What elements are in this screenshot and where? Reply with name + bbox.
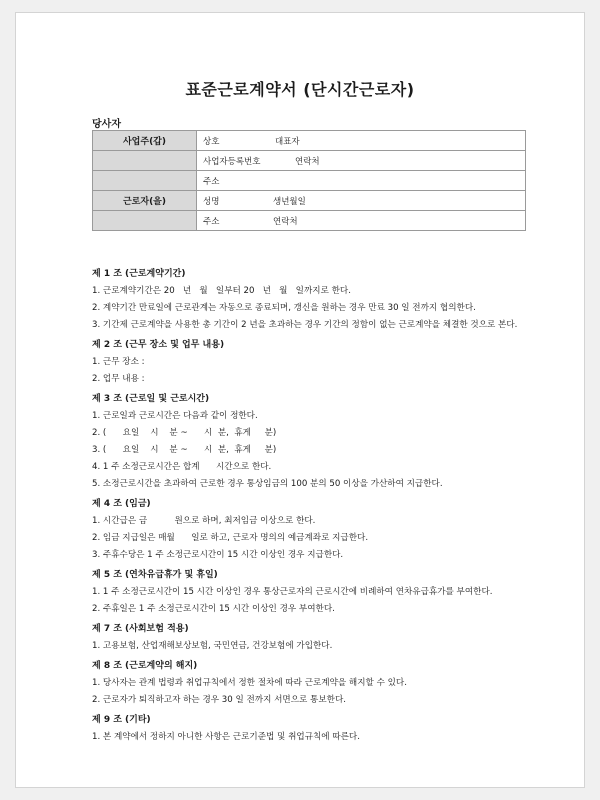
clause-item: 1. 근로일과 근로시간은 다음과 같이 정한다. (92, 411, 258, 421)
clause-title: 제 1 조 (근로계약기간) (92, 269, 186, 279)
field-label-business-number: 사업자등록번호 (203, 156, 261, 167)
table-cell-empty (93, 151, 197, 171)
clause-title: 제 4 조 (임금) (92, 499, 151, 509)
clause-item: 3. ( 요일 시 분 ~ 시 분, 휴게 분) (92, 445, 277, 455)
clause-item: 2. 업무 내용 : (92, 374, 145, 384)
table-row (93, 191, 526, 211)
clause-title: 제 5 조 (연차유급휴가 및 휴일) (92, 570, 218, 580)
clause-title: 제 7 조 (사회보험 적용) (92, 624, 189, 634)
document-title: 표준근로계약서 (단시간근로자) (185, 80, 415, 99)
clause-item: 1. 시간급은 금 원으로 하며, 최저임금 이상으로 한다. (92, 516, 316, 526)
table-row (93, 151, 526, 171)
clause-item: 2. 임금 지급일은 매월 일로 하고, 근로자 명의의 예금계좌로 지급한다. (92, 533, 369, 543)
field-label-address: 주소 (203, 176, 220, 187)
field-label-contact: 연락처 (273, 216, 298, 227)
clause-title: 제 3 조 (근로일 및 근로시간) (92, 394, 210, 404)
field-label-contact: 연락처 (295, 156, 320, 167)
clause-title: 제 9 조 (기타) (92, 715, 151, 725)
clause-8 (92, 658, 532, 709)
parties-heading: 당사자 (92, 119, 121, 130)
table-row (93, 211, 526, 231)
clause-item: 1. 본 계약에서 정하지 아니한 사항은 근로기준법 및 취업규칙에 따른다. (92, 732, 360, 742)
worker-role-cell: 근로자(을) (93, 191, 197, 211)
clause-item: 1. 근무 장소 : (92, 357, 145, 367)
clause-item: 2. 근로자가 퇴직하고자 하는 경우 30 일 전까지 서면으로 통보한다. (92, 695, 346, 705)
table-cell (197, 211, 526, 231)
clause-item: 3. 기간제 근로계약을 사용한 총 기간이 2 년을 초과하는 경우 기간의 정함이 없는 근로계약을 체결한 것으로 본다. (92, 320, 518, 330)
field-label-company: 상호 (203, 136, 220, 147)
table-cell-empty (93, 171, 197, 191)
document-page (15, 12, 585, 788)
clause-5 (92, 567, 532, 618)
clause-9 (92, 712, 532, 746)
parties-table (92, 130, 526, 231)
clause-item: 2. 주휴일은 1 주 소정근로시간이 15 시간 이상인 경우 부여한다. (92, 604, 335, 614)
table-cell (197, 191, 526, 211)
clause-2 (92, 337, 532, 388)
clause-item: 2. 계약기간 만료일에 근로관계는 자동으로 종료되며, 갱신을 원하는 경우 만료 30 일 전까지 협의한다. (92, 303, 476, 313)
clause-item: 1. 1 주 소정근로시간이 15 시간 이상인 경우 통상근로자의 근로시간에 비례하여 연차유급휴가를 부여한다. (92, 587, 493, 597)
clause-item: 2. ( 요일 시 분 ~ 시 분, 휴게 분) (92, 428, 277, 438)
clause-item: 1. 근로계약기간은 20 년 월 일부터 20 년 월 일까지로 한다. (92, 286, 351, 296)
clause-item: 1. 당사자는 관계 법령과 취업규칙에서 정한 절차에 따라 근로계약을 해지할 수 있다. (92, 678, 407, 688)
table-cell (197, 131, 526, 151)
field-label-representative: 대표자 (275, 136, 300, 147)
table-cell-empty (93, 211, 197, 231)
clause-4 (92, 496, 532, 564)
clause-item: 5. 소정근로시간을 초과하여 근로한 경우 통상임금의 100 분의 50 이상을 가산하여 지급한다. (92, 479, 443, 489)
field-label-address: 주소 (203, 216, 220, 227)
table-row (93, 131, 526, 151)
table-cell (197, 171, 526, 191)
table-row (93, 171, 526, 191)
clause-title: 제 2 조 (근무 장소 및 업무 내용) (92, 340, 225, 350)
clauses (92, 264, 532, 749)
field-label-birthdate: 생년월일 (273, 196, 306, 207)
employer-role-cell: 사업주(갑) (93, 131, 197, 151)
clause-3 (92, 391, 532, 493)
table-cell (197, 151, 526, 171)
clause-title: 제 8 조 (근로계약의 해지) (92, 661, 198, 671)
clause-item: 4. 1 주 소정근로시간은 합계 시간으로 한다. (92, 462, 272, 472)
field-label-name: 성명 (203, 196, 220, 207)
clause-1 (92, 266, 532, 334)
clause-item: 1. 고용보험, 산업재해보상보험, 국민연금, 건강보험에 가입한다. (92, 641, 333, 651)
clause-7 (92, 621, 532, 655)
clause-item: 3. 주휴수당은 1 주 소정근로시간이 15 시간 이상인 경우 지급한다. (92, 550, 344, 560)
